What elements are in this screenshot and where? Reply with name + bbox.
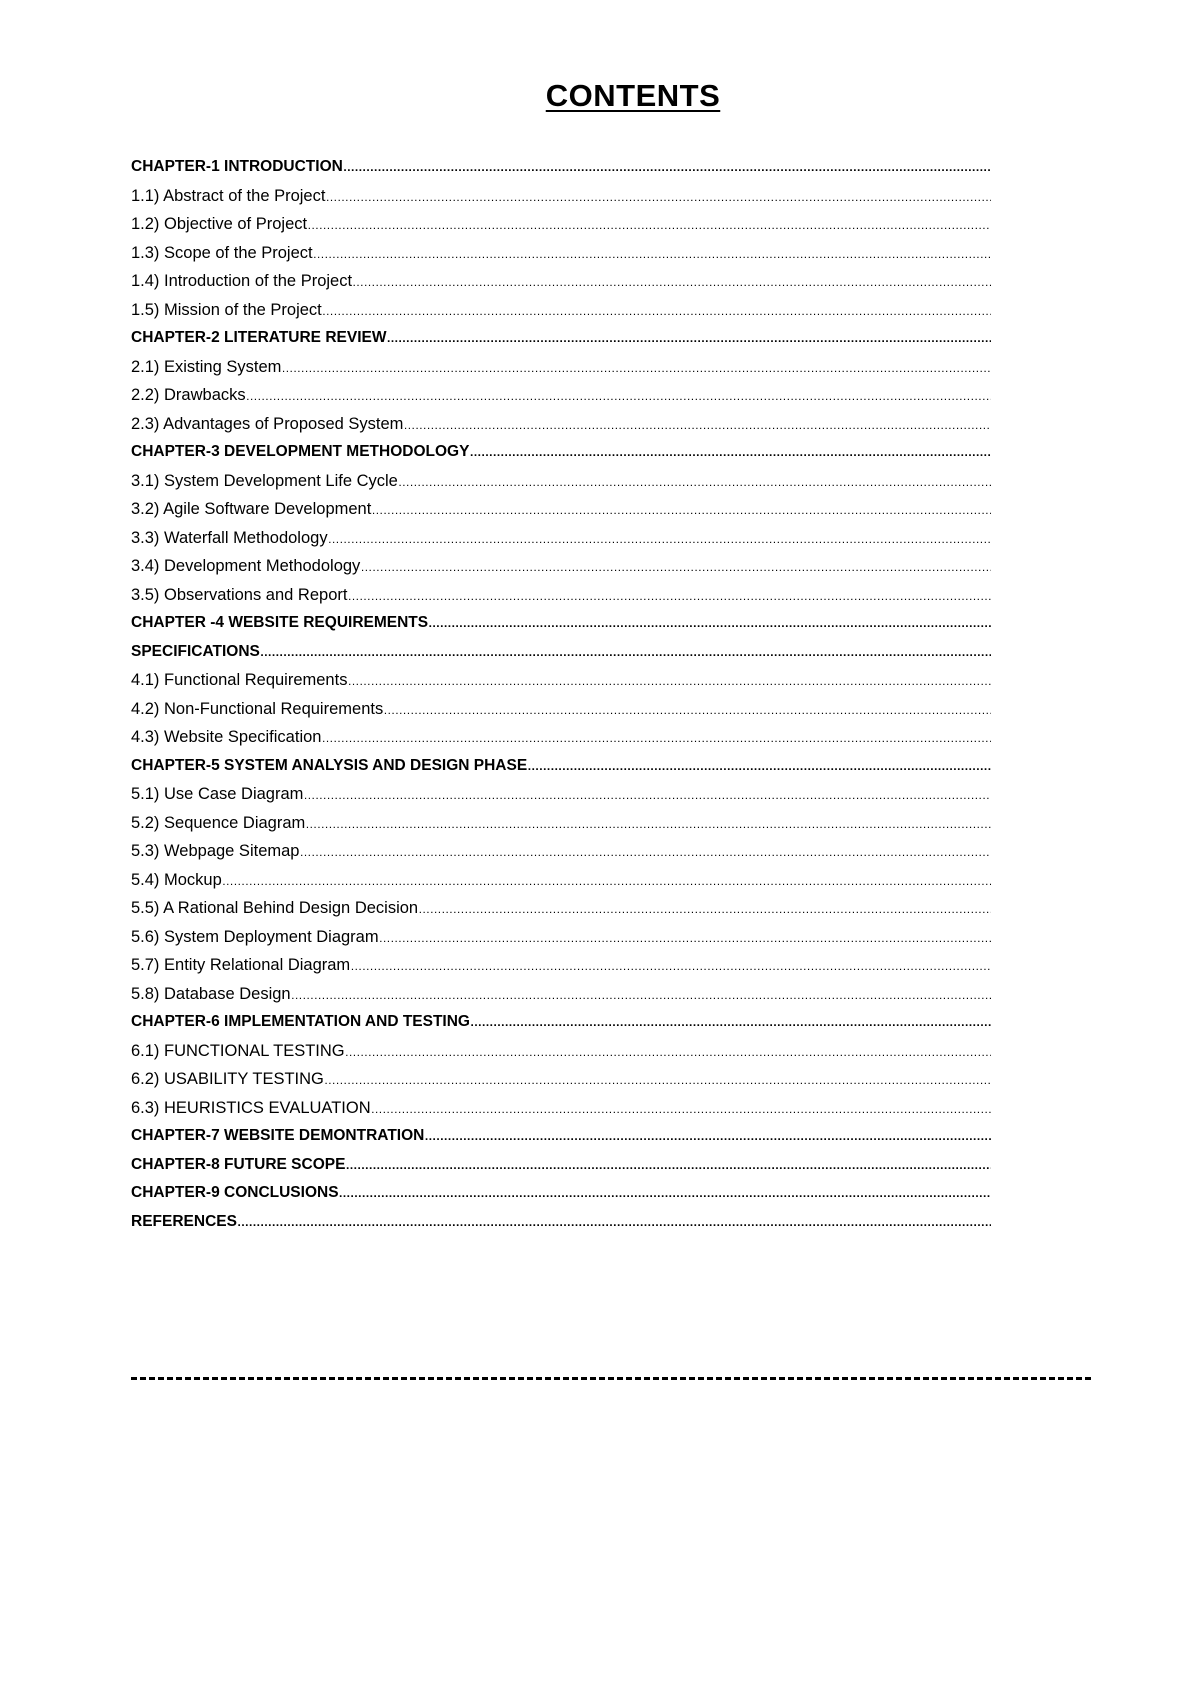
toc-entry-label: 2.2) Drawbacks <box>131 386 246 404</box>
toc-entry-label: 5.3) Webpage Sitemap <box>131 842 300 860</box>
toc-entry-label: CHAPTER-6 IMPLEMENTATION AND TESTING <box>131 1013 470 1030</box>
toc-chapter-entry <box>131 1151 991 1180</box>
toc-entry-label: 5.8) Database Design <box>131 984 291 1003</box>
toc-section-entry <box>131 780 991 809</box>
dot-leader <box>260 638 991 667</box>
toc-section-entry <box>131 296 991 325</box>
dot-leader <box>360 552 991 581</box>
toc-entry-label: 6.3) HEURISTICS EVALUATION <box>131 1098 371 1117</box>
toc-entry-label: CHAPTER-9 CONCLUSIONS <box>131 1184 339 1201</box>
dot-leader <box>418 894 991 923</box>
dot-leader <box>345 1037 991 1066</box>
toc-chapter-entry <box>131 1122 991 1151</box>
toc-entry-label: 4.1) Functional Requirements <box>131 671 348 689</box>
dot-leader <box>352 267 991 296</box>
dot-leader <box>371 1094 991 1123</box>
toc-entry-label: CHAPTER-3 DEVELOPMENT METHODOLOGY <box>131 443 470 460</box>
dot-leader <box>398 467 991 496</box>
dot-leader <box>343 153 991 182</box>
toc-entry-label: 3.1) System Development Life Cycle <box>131 471 398 490</box>
toc-section-entry <box>131 210 991 239</box>
toc-section-entry <box>131 723 991 752</box>
dot-leader <box>328 524 991 553</box>
toc-section-entry <box>131 353 991 382</box>
toc-entry-label: 1.1) Abstract of the Project <box>131 186 326 205</box>
dot-leader <box>246 381 991 410</box>
toc-chapter-entry <box>131 1179 991 1208</box>
toc-section-entry <box>131 381 991 410</box>
toc-chapter-entry <box>131 1208 991 1237</box>
dot-leader <box>469 438 991 467</box>
dot-leader <box>347 581 991 610</box>
toc-section-entry <box>131 1094 991 1123</box>
toc-section-entry <box>131 837 991 866</box>
toc-entry-label: 3.5) Observations and Report <box>131 585 348 604</box>
dot-leader <box>424 1122 991 1151</box>
toc-entry-label: 3.4) Development Methodology <box>131 557 361 575</box>
toc-section-entry <box>131 980 991 1009</box>
toc-entry-label: CHAPTER -4 WEBSITE REQUIREMENTS <box>131 614 429 631</box>
toc-entry-label: 2.3) Advantages of Proposed System <box>131 414 404 433</box>
dot-leader <box>345 1151 991 1180</box>
dot-leader <box>321 723 991 752</box>
toc-section-entry <box>131 182 991 211</box>
toc-entry-label: 6.1) FUNCTIONAL TESTING <box>131 1041 345 1060</box>
dot-leader <box>281 353 991 382</box>
toc-chapter-entry <box>131 1008 991 1037</box>
dot-leader <box>325 182 991 211</box>
toc-section-entry <box>131 695 991 724</box>
dot-leader <box>403 410 991 439</box>
toc-section-entry <box>131 866 991 895</box>
toc-section-entry <box>131 951 991 980</box>
table-of-contents <box>131 153 991 1236</box>
dot-leader <box>291 980 991 1009</box>
toc-entry-label: CHAPTER-2 LITERATURE REVIEW <box>131 329 387 346</box>
dot-leader <box>322 296 991 325</box>
dot-leader <box>379 923 991 952</box>
dot-leader <box>305 809 991 838</box>
toc-section-entry <box>131 267 991 296</box>
toc-entry-label: CHAPTER-8 FUTURE SCOPE <box>131 1155 346 1173</box>
toc-section-entry <box>131 581 991 610</box>
dot-leader <box>383 695 991 724</box>
dot-leader <box>237 1208 991 1237</box>
dot-leader <box>303 780 991 809</box>
page-title: CONTENTS <box>545 78 721 113</box>
toc-entry-label: 1.5) Mission of the Project <box>131 300 322 319</box>
toc-entry-label: CHAPTER-5 SYSTEM ANALYSIS AND DESIGN PHASE <box>131 756 528 774</box>
toc-entry-label: 1.2) Objective of Project <box>131 215 308 233</box>
dot-leader <box>428 609 991 638</box>
dot-leader <box>470 1008 991 1037</box>
toc-section-entry <box>131 923 991 952</box>
dot-leader <box>324 1065 991 1094</box>
toc-section-entry <box>131 239 991 268</box>
toc-entry-label: REFERENCES <box>131 1212 237 1230</box>
toc-section-entry <box>131 666 991 695</box>
dot-leader <box>350 951 991 980</box>
toc-section-entry <box>131 410 991 439</box>
toc-section-entry <box>131 467 991 496</box>
toc-section-entry <box>131 524 991 553</box>
dot-leader <box>527 752 991 781</box>
toc-entry-label: 4.2) Non-Functional Requirements <box>131 699 384 718</box>
toc-chapter-entry <box>131 638 991 667</box>
dot-leader <box>386 324 991 353</box>
toc-section-entry <box>131 894 991 923</box>
toc-entry-label: SPECIFICATIONS <box>131 642 260 660</box>
toc-entry-label: 6.2) USABILITY TESTING <box>131 1070 324 1088</box>
toc-entry-label: 5.6) System Deployment Diagram <box>131 927 379 946</box>
dot-leader <box>347 666 991 695</box>
toc-chapter-entry <box>131 153 991 182</box>
dashed-separator-line <box>131 1377 1091 1380</box>
toc-entry-label: CHAPTER-7 WEBSITE DEMONTRATION <box>131 1127 425 1144</box>
toc-entry-label: 5.4) Mockup <box>131 870 222 889</box>
dot-leader <box>371 495 991 524</box>
toc-entry-label: CHAPTER-1 INTRODUCTION <box>131 158 343 175</box>
toc-section-entry <box>131 1037 991 1066</box>
toc-entry-label: 1.4) Introduction of the Project <box>131 272 353 290</box>
toc-entry-label: 5.5) A Rational Behind Design Decision <box>131 899 419 917</box>
dot-leader <box>299 837 991 866</box>
dot-leader <box>313 239 991 268</box>
toc-entry-label: 5.7) Entity Relational Diagram <box>131 956 351 974</box>
toc-section-entry <box>131 495 991 524</box>
toc-chapter-entry <box>131 438 991 467</box>
toc-entry-label: 5.2) Sequence Diagram <box>131 813 306 832</box>
toc-section-entry <box>131 552 991 581</box>
toc-chapter-entry <box>131 324 991 353</box>
toc-section-entry <box>131 809 991 838</box>
toc-section-entry <box>131 1065 991 1094</box>
dot-leader <box>339 1179 991 1208</box>
toc-entry-label: 3.3) Waterfall Methodology <box>131 528 328 547</box>
toc-entry-label: 1.3) Scope of the Project <box>131 243 313 262</box>
dot-leader <box>222 866 991 895</box>
dot-leader <box>307 210 991 239</box>
toc-entry-label: 4.3) Website Specification <box>131 728 322 746</box>
toc-chapter-entry <box>131 752 991 781</box>
toc-chapter-entry <box>131 609 991 638</box>
toc-entry-label: 5.1) Use Case Diagram <box>131 785 304 803</box>
toc-entry-label: 2.1) Existing System <box>131 357 282 376</box>
toc-entry-label: 3.2) Agile Software Development <box>131 500 372 518</box>
